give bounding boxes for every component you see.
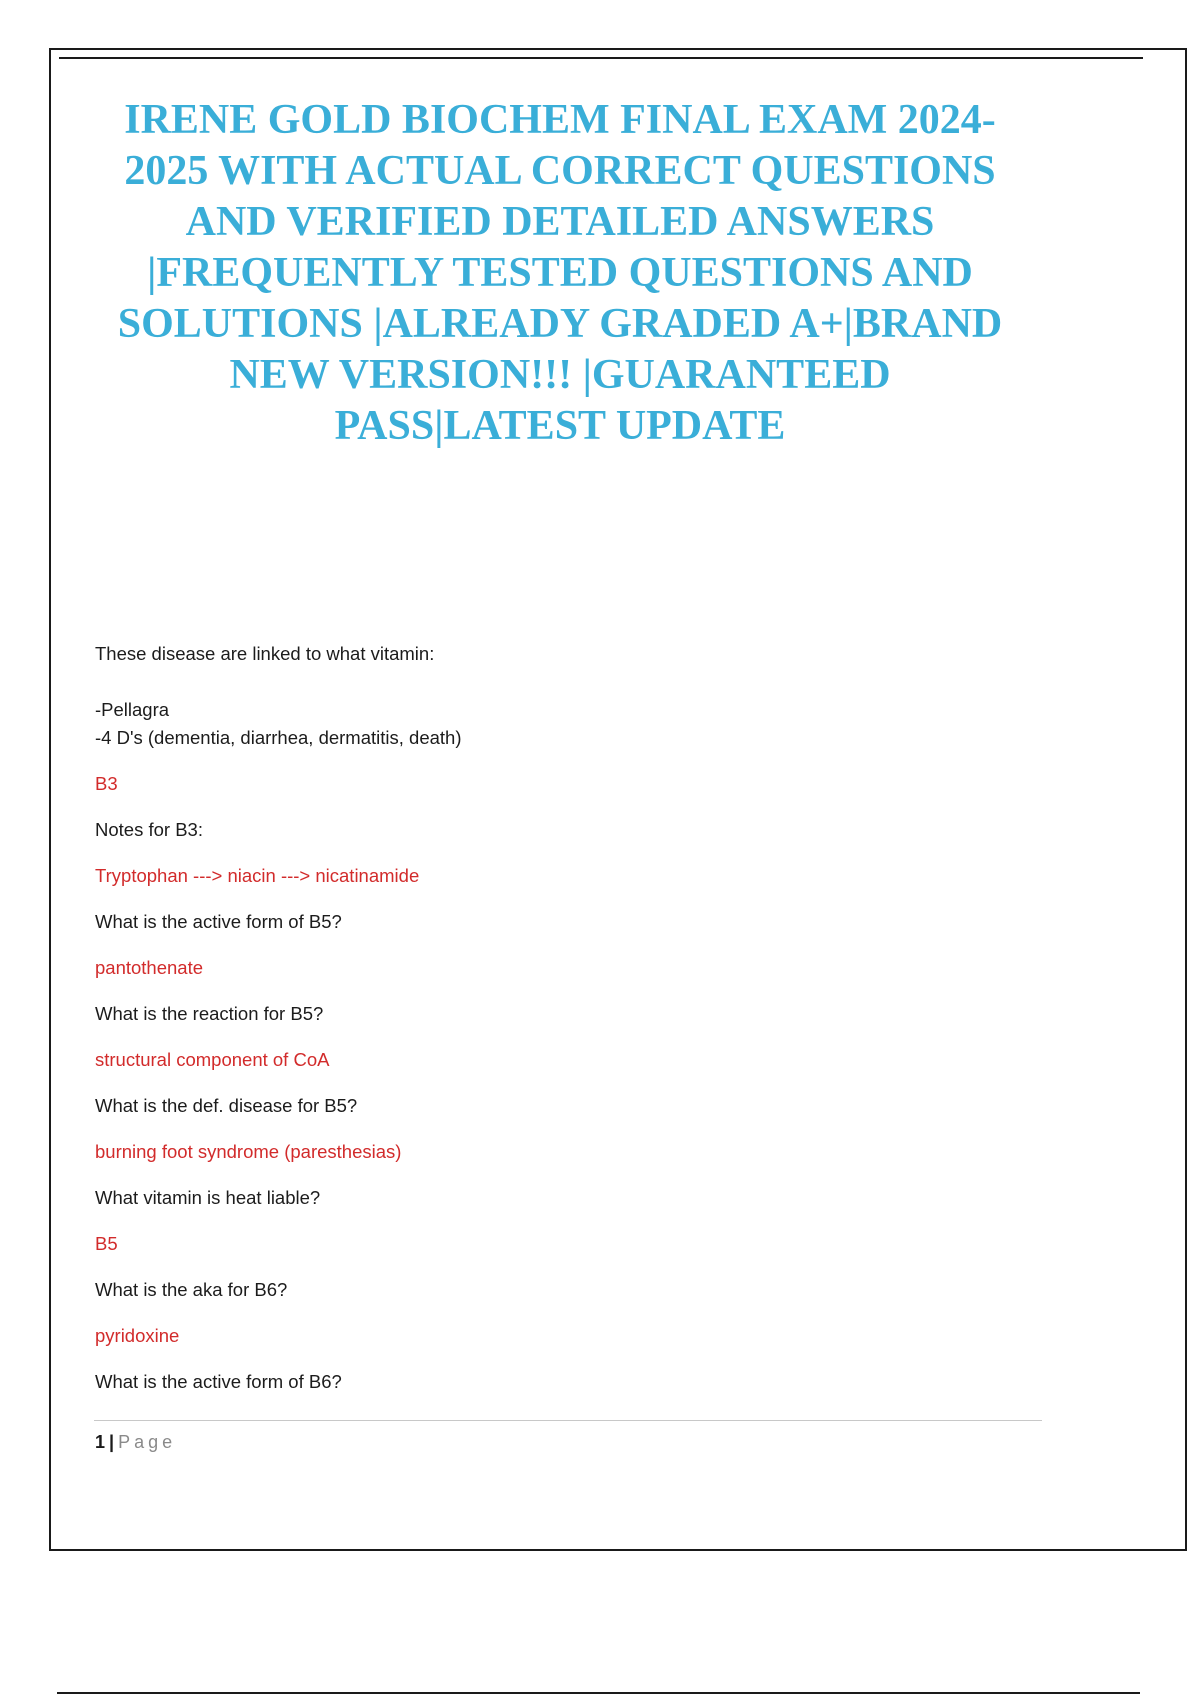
footer-separator: | bbox=[109, 1432, 115, 1452]
question-text: What is the active form of B6? bbox=[95, 1371, 342, 1392]
qa-list bbox=[95, 640, 1075, 1396]
page-footer bbox=[95, 1430, 176, 1454]
document-title: IRENE GOLD BIOCHEM FINAL EXAM 2024-2025 WITH ACTUAL CORRECT QUESTIONS AND VERIFIED DETAILED ANSWERS |FREQUENTLY TESTED QUESTIONS AND SOLUTIONS |ALREADY GRADED A+|BRAND NEW VERSION!!! |GUARANTEED PASS|LATEST UPDATE bbox=[117, 97, 1003, 449]
question-text: These disease are linked to what vitamin: bbox=[95, 643, 435, 664]
answer-text: pantothenate bbox=[95, 957, 204, 978]
question-text: What is the aka for B6? bbox=[95, 1279, 288, 1300]
footer-rule bbox=[94, 1420, 1042, 1421]
question-text: What is the def. disease for B5? bbox=[95, 1095, 358, 1116]
question-text: Notes for B3: bbox=[95, 819, 203, 840]
question-text: -4 D's (dementia, diarrhea, dermatitis, death) bbox=[95, 727, 462, 748]
page-label: Page bbox=[118, 1432, 177, 1452]
question-text: What is the reaction for B5? bbox=[95, 1003, 324, 1024]
question-text: What vitamin is heat liable? bbox=[95, 1187, 321, 1208]
question-text: -Pellagra bbox=[95, 699, 170, 720]
answer-text: structural component of CoA bbox=[95, 1049, 330, 1070]
top-rule bbox=[59, 57, 1143, 59]
answer-text: B3 bbox=[95, 773, 118, 794]
bottom-rule bbox=[57, 1692, 1140, 1694]
page-number: 1 bbox=[95, 1432, 106, 1452]
answer-text: B5 bbox=[95, 1233, 118, 1254]
answer-text: pyridoxine bbox=[95, 1325, 180, 1346]
question-text: What is the active form of B5? bbox=[95, 911, 342, 932]
answer-text: Tryptophan ---> niacin ---> nicatinamide bbox=[95, 865, 420, 886]
answer-text: burning foot syndrome (paresthesias) bbox=[95, 1141, 402, 1162]
